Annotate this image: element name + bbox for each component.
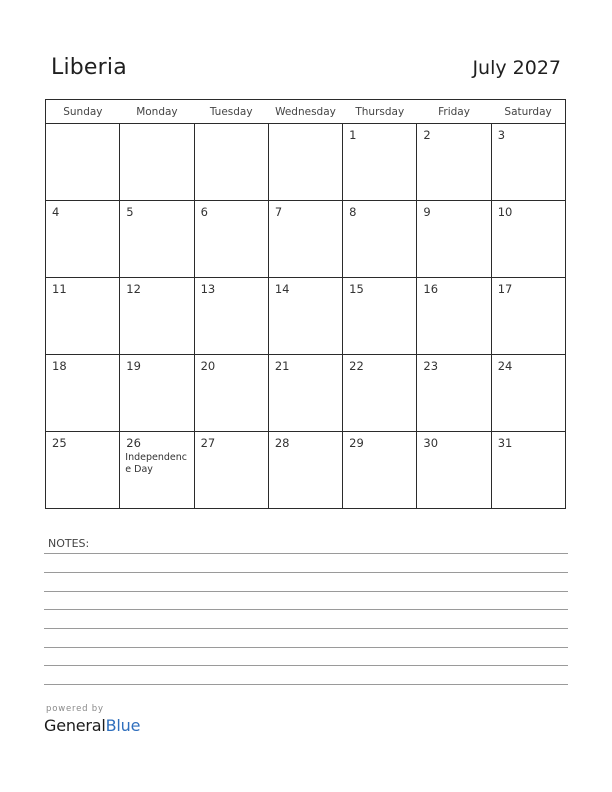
- day-number: 7: [274, 205, 283, 219]
- weekday-header: Sunday: [46, 100, 120, 124]
- day-cell: [194, 355, 268, 432]
- day-number: 21: [274, 359, 290, 373]
- week-row: [46, 355, 566, 432]
- day-number: 28: [274, 436, 290, 450]
- day-cell: [343, 355, 417, 432]
- note-line: [44, 591, 568, 592]
- day-cell: [417, 201, 491, 278]
- day-cell: [46, 432, 120, 509]
- weekday-header: Wednesday: [268, 100, 342, 124]
- week-row: [46, 432, 566, 509]
- day-cell: [46, 124, 120, 201]
- day-number: 14: [274, 282, 290, 296]
- day-number: 30: [423, 436, 439, 450]
- week-row: [46, 278, 566, 355]
- day-number: 3: [497, 128, 506, 142]
- day-cell: [194, 201, 268, 278]
- day-number: 13: [200, 282, 216, 296]
- day-cell: [491, 278, 565, 355]
- week-row: [46, 201, 566, 278]
- day-cell: [491, 124, 565, 201]
- weekday-header: Friday: [417, 100, 491, 124]
- day-cell: [343, 278, 417, 355]
- day-number: 6: [200, 205, 208, 219]
- day-number: 22: [349, 359, 364, 373]
- day-number: 1: [349, 128, 357, 142]
- weekday-header: Monday: [120, 100, 194, 124]
- brand-blue: Blue: [105, 716, 141, 735]
- day-cell: [491, 201, 565, 278]
- day-cell: [120, 432, 194, 509]
- day-number: 29: [349, 436, 364, 450]
- day-number: 4: [52, 205, 60, 219]
- day-number: 10: [497, 205, 513, 219]
- day-cell: [343, 124, 417, 201]
- generalblue-logo: [44, 716, 140, 735]
- weekday-header: Tuesday: [194, 100, 268, 124]
- day-number: 24: [497, 359, 513, 373]
- day-cell: [417, 124, 491, 201]
- note-line: [44, 553, 568, 554]
- day-cell: [194, 278, 268, 355]
- day-cell: [120, 124, 194, 201]
- notes-label: NOTES:: [48, 537, 90, 550]
- day-cell: [194, 124, 268, 201]
- month-year-title: July 2027: [472, 57, 561, 79]
- note-line: [44, 628, 568, 629]
- day-number: 15: [349, 282, 364, 296]
- day-number: 17: [497, 282, 513, 296]
- day-cell: [194, 432, 268, 509]
- note-line: [44, 572, 568, 573]
- day-number: 16: [423, 282, 439, 296]
- day-number: 20: [200, 359, 216, 373]
- day-cell: [268, 355, 342, 432]
- note-line: [44, 665, 568, 666]
- day-cell: [120, 355, 194, 432]
- day-number: 12: [126, 282, 141, 296]
- day-number: 9: [423, 205, 431, 219]
- day-number: 25: [52, 436, 67, 450]
- day-cell: [120, 278, 194, 355]
- day-cell: [343, 201, 417, 278]
- holiday-label: Independence Day: [125, 452, 187, 475]
- day-cell: [417, 432, 491, 509]
- day-number: 19: [126, 359, 141, 373]
- day-cell: [120, 201, 194, 278]
- weekday-header: Thursday: [343, 100, 417, 124]
- day-cell: [46, 355, 120, 432]
- day-number: 11: [52, 282, 67, 296]
- day-number: 2: [423, 128, 431, 142]
- day-cell: [46, 278, 120, 355]
- day-cell: [417, 355, 491, 432]
- note-line: [44, 609, 568, 610]
- day-number: 26: [126, 436, 141, 450]
- note-line: [44, 684, 568, 685]
- day-cell: [417, 278, 491, 355]
- day-number: 8: [349, 205, 357, 219]
- day-cell: [46, 201, 120, 278]
- day-cell: [491, 432, 565, 509]
- day-cell: [491, 355, 565, 432]
- day-number: 23: [423, 359, 439, 373]
- brand-general: General: [44, 716, 106, 735]
- day-number: 18: [52, 359, 67, 373]
- country-title: Liberia: [51, 55, 127, 80]
- weekday-header-row: [46, 100, 566, 124]
- day-cell: [343, 432, 417, 509]
- powered-by-text: powered by: [46, 704, 104, 714]
- day-number: 5: [126, 205, 134, 219]
- note-line: [44, 647, 568, 648]
- day-number: 27: [200, 436, 216, 450]
- calendar-grid: [45, 99, 566, 509]
- day-cell: [268, 432, 342, 509]
- day-number: 31: [497, 436, 513, 450]
- week-row: [46, 124, 566, 201]
- day-cell: [268, 124, 342, 201]
- day-cell: [268, 278, 342, 355]
- day-cell: [268, 201, 342, 278]
- weekday-header: Saturday: [491, 100, 565, 124]
